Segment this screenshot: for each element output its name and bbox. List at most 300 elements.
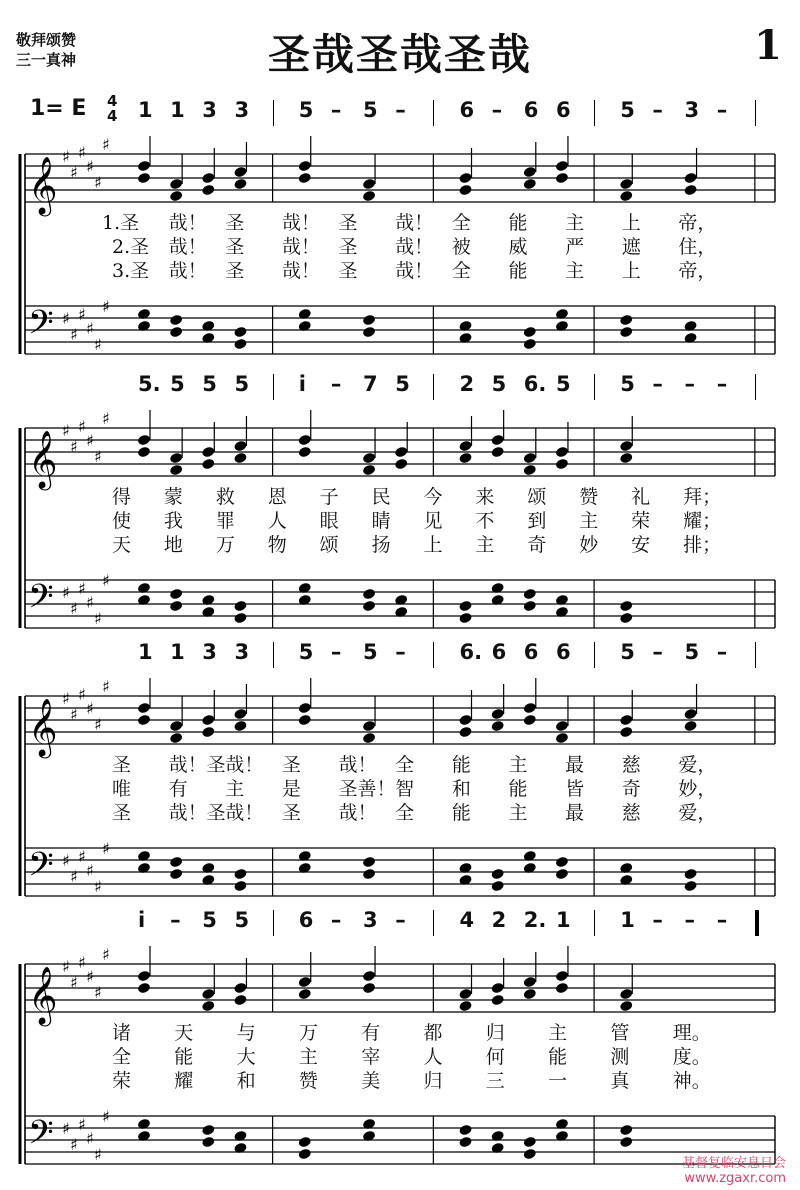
jianpu-note: 6 (523, 98, 539, 122)
lyric-syllable: 安 (631, 534, 651, 556)
note-head (555, 172, 569, 185)
jianpu-note: 2. (523, 908, 547, 932)
note-head (169, 326, 183, 339)
note-head (555, 970, 569, 983)
note-head (523, 976, 537, 989)
category-line1: 敬拜颂赞 (16, 31, 77, 49)
note-head (394, 446, 408, 459)
sharp-icon: ♯ (102, 677, 110, 696)
lyric-syllable: 威 (508, 236, 528, 258)
lyric-syllable: 蒙 (163, 486, 183, 508)
sharp-icon: ♯ (94, 715, 102, 734)
sharp-icon: ♯ (86, 967, 94, 986)
jianpu-note: 5 (234, 908, 250, 932)
note-head (362, 970, 376, 983)
note-head (458, 726, 472, 739)
jianpu-note: 5 (298, 640, 314, 664)
jianpu-note: – (716, 908, 728, 932)
note-head (201, 1000, 215, 1013)
lyric-line-3 (0, 1066, 800, 1090)
lyric-syllable: 严 (565, 236, 585, 258)
lyric-syllable: 荣 (631, 510, 651, 532)
note-head (555, 982, 569, 995)
lyric-syllable: 使 (112, 510, 132, 532)
note-head (490, 880, 504, 893)
numbered-notation-row (0, 640, 800, 670)
lyric-syllable: 不 (475, 510, 495, 532)
lyric-syllable: 慈 (621, 802, 641, 824)
barline (273, 642, 274, 668)
jianpu-note: 1 (620, 908, 635, 932)
jianpu-note: i (298, 372, 306, 396)
jianpu-note: 1 (138, 98, 153, 122)
sharp-icon: ♯ (86, 157, 94, 176)
lyric-syllable: 人 (423, 1046, 443, 1068)
sharp-icon: ♯ (102, 945, 110, 964)
jianpu-note: 2 (459, 372, 475, 396)
note-head (458, 612, 472, 625)
note-head (523, 1148, 537, 1161)
note-head (458, 452, 472, 465)
note-head (362, 588, 376, 601)
jianpu-note: 6 (459, 98, 475, 122)
note-head (137, 982, 151, 995)
jianpu-note: 3 (202, 640, 217, 664)
lyric-syllable: 全 (451, 260, 471, 282)
lyric-syllable: 主 (565, 212, 585, 234)
note-head (458, 600, 472, 613)
note-head (619, 1124, 633, 1137)
lyric-syllable: 万 (298, 1022, 318, 1044)
note-head (490, 868, 504, 881)
lyric-syllable: 今 (423, 486, 443, 508)
lyric-syllable: 民 (371, 486, 391, 508)
jianpu-note: i (138, 908, 146, 932)
note-head (619, 988, 633, 1001)
lyric-syllable: 主 (475, 534, 495, 556)
lyric-syllable: 罪 (215, 510, 235, 532)
barline (755, 100, 756, 126)
lyric-syllable: 上 (423, 534, 443, 556)
note-head (169, 314, 183, 327)
sharp-icon: ♯ (94, 983, 102, 1002)
jianpu-note: – (652, 908, 663, 932)
lyric-syllable: 圣 (225, 236, 245, 258)
sharp-icon: ♯ (62, 689, 70, 708)
note-head (233, 440, 247, 453)
bass-clef-icon: 𝄢 (28, 846, 54, 892)
lyric-line-1 (0, 750, 800, 774)
sharp-icon: ♯ (70, 437, 78, 456)
lyric-syllable: 赞 (298, 1070, 318, 1092)
jianpu-note: – (684, 908, 696, 932)
note-head (555, 732, 569, 745)
lyric-syllable: 能 (508, 212, 528, 234)
barline (273, 100, 274, 126)
barline (433, 910, 434, 936)
note-head (298, 1136, 312, 1149)
note-head (683, 868, 697, 881)
lyric-syllable: 主 (225, 778, 245, 800)
note-head (201, 726, 215, 739)
treble-clef-icon: 𝄞 (28, 430, 58, 488)
lyric-line-1 (0, 1018, 800, 1042)
lyric-syllable: 天 (174, 1022, 194, 1044)
lyric-syllable: 上 (621, 212, 641, 234)
jianpu-note: 6 (298, 908, 314, 932)
lyric-line-3 (0, 256, 800, 280)
lyric-syllable: 大 (236, 1046, 256, 1068)
note-head (169, 452, 183, 465)
jianpu-note: – (684, 372, 696, 396)
lyric-syllable: 能 (174, 1046, 194, 1068)
note-head (555, 720, 569, 733)
sharp-icon: ♯ (86, 431, 94, 450)
jianpu-note: 5 (684, 640, 700, 664)
bass-clef-icon: 𝄢 (28, 578, 54, 624)
sharp-icon: ♯ (62, 851, 70, 870)
note-head (201, 458, 215, 471)
sharp-icon: ♯ (78, 417, 86, 436)
jianpu-note: 6 (555, 98, 571, 122)
treble-clef-icon: 𝄞 (28, 966, 58, 1024)
lyric-syllable: 皆 (565, 778, 585, 800)
jianpu-note: 1 (170, 98, 185, 122)
jianpu-note: – (652, 372, 663, 396)
lyric-line-2 (0, 1042, 800, 1066)
jianpu-note: 6. (523, 372, 547, 396)
lyric-syllable: 赞 (579, 486, 599, 508)
note-head (490, 982, 504, 995)
sharp-icon: ♯ (70, 973, 78, 992)
note-head (201, 988, 215, 1001)
note-head (458, 1124, 472, 1137)
jianpu-note: 3 (684, 98, 700, 122)
note-head (523, 464, 537, 477)
lyric-syllable: 能 (451, 754, 471, 776)
note-head (619, 1000, 633, 1013)
sharp-icon: ♯ (78, 953, 86, 972)
note-head (233, 612, 247, 625)
lyric-syllable: 帝， (678, 260, 717, 282)
jianpu-note: – (652, 98, 663, 122)
jianpu-note: – (491, 98, 503, 122)
note-head (619, 612, 633, 625)
lyric-syllable: 我 (163, 510, 183, 532)
barline (273, 910, 274, 936)
sharp-icon: ♯ (94, 609, 102, 628)
note-head (137, 172, 151, 185)
note-head (298, 714, 312, 727)
lyric-syllable: 眼 (319, 510, 339, 532)
sharp-icon: ♯ (62, 957, 70, 976)
lyric-syllable: 住， (678, 236, 717, 258)
note-head (619, 726, 633, 739)
note-head (169, 190, 183, 203)
lyric-line-1 (0, 482, 800, 506)
sharp-icon: ♯ (62, 421, 70, 440)
treble-clef-icon: 𝄞 (28, 156, 58, 214)
lyric-syllable: 哉！ (281, 236, 320, 258)
treble-clef-icon: 𝄞 (28, 698, 58, 756)
lyric-syllable: 天 (112, 534, 132, 556)
watermark-line1: 基督复临安息日会 (681, 1156, 786, 1171)
note-head (137, 160, 151, 173)
lyric-syllable: 帝， (678, 212, 717, 234)
lyric-syllable: 奇 (621, 778, 641, 800)
jianpu-note: 7 (363, 372, 378, 396)
sharp-icon: ♯ (94, 447, 102, 466)
lyric-syllable: 万 (215, 534, 235, 556)
hymn-number: 1 (754, 22, 782, 69)
sharp-icon: ♯ (78, 305, 86, 324)
lyric-syllable: 圣 (225, 260, 245, 282)
lyric-syllable: 都 (423, 1022, 443, 1044)
sharp-icon: ♯ (102, 839, 110, 858)
lyric-syllable: 测 (610, 1046, 630, 1068)
note-head (169, 588, 183, 601)
lyric-line-3 (0, 530, 800, 554)
jianpu-note: 3 (202, 98, 217, 122)
jianpu-note: 4 (459, 908, 475, 932)
note-head (169, 732, 183, 745)
note-head (683, 708, 697, 721)
meter-top: 4 (107, 92, 118, 110)
jianpu-note: 5 (170, 372, 185, 396)
bass-clef-icon: 𝄢 (28, 304, 54, 350)
lyric-syllable: 耀 (174, 1070, 194, 1092)
note-head (233, 338, 247, 351)
jianpu-note: 5 (395, 372, 410, 396)
lyric-syllable: 地 (163, 534, 183, 556)
lyric-syllable: 理。 (672, 1022, 711, 1044)
lyric-syllable: 颂 (527, 486, 547, 508)
sharp-icon: ♯ (70, 163, 78, 182)
jianpu-note: 5 (298, 98, 314, 122)
sharp-icon: ♯ (62, 309, 70, 328)
note-head (233, 994, 247, 1007)
barline (594, 100, 595, 126)
sharp-icon: ♯ (62, 147, 70, 166)
note-head (523, 452, 537, 465)
sharp-icon: ♯ (78, 847, 86, 866)
lyric-syllable: 主 (508, 802, 528, 824)
lyric-syllable: 哉！ (395, 236, 434, 258)
lyric-line-2 (0, 232, 800, 256)
jianpu-note: 1 (555, 908, 571, 932)
note-head (619, 190, 633, 203)
lyric-syllable: 美 (361, 1070, 381, 1092)
note-head (137, 970, 151, 983)
note-head (683, 184, 697, 197)
lyric-syllable: 圣 (338, 260, 358, 282)
lyric-syllable: 荣 (112, 1070, 132, 1092)
note-head (233, 178, 247, 191)
lyric-syllable: 全 (112, 1046, 132, 1068)
lyric-syllable: 和 (236, 1070, 256, 1092)
lyric-syllable: 有 (361, 1022, 381, 1044)
jianpu-note: 5 (363, 98, 378, 122)
jianpu-note: 5 (620, 372, 635, 396)
note-head (523, 702, 537, 715)
barline (755, 910, 759, 936)
note-head (523, 178, 537, 191)
note-head (362, 314, 376, 327)
note-head (137, 446, 151, 459)
lyric-syllable: 圣 (112, 754, 132, 776)
sharp-icon: ♯ (62, 583, 70, 602)
sharp-icon: ♯ (78, 1115, 86, 1134)
note-head (490, 720, 504, 733)
sharp-icon: ♯ (86, 593, 94, 612)
note-head (233, 708, 247, 721)
jianpu-note: 5 (620, 640, 635, 664)
lyric-syllable: 人 (267, 510, 287, 532)
note-head (233, 326, 247, 339)
sharp-icon: ♯ (102, 135, 110, 154)
lyric-syllable: 管 (610, 1022, 630, 1044)
note-head (201, 446, 215, 459)
note-head (362, 982, 376, 995)
note-head (555, 160, 569, 173)
barline (273, 374, 274, 400)
note-head (201, 1124, 215, 1137)
note-head (619, 326, 633, 339)
sharp-icon: ♯ (102, 571, 110, 590)
sharp-icon: ♯ (86, 861, 94, 880)
note-head (298, 702, 312, 715)
note-head (169, 464, 183, 477)
note-head (555, 458, 569, 471)
note-head (458, 1136, 472, 1149)
lyric-syllable: 得 (112, 486, 132, 508)
note-head (619, 714, 633, 727)
lyric-syllable: 哉！圣 (168, 802, 226, 824)
sharp-icon: ♯ (94, 1145, 102, 1164)
lyric-syllable: 最 (565, 754, 585, 776)
note-head (523, 714, 537, 727)
jianpu-note: 3 (234, 640, 250, 664)
note-head (619, 452, 633, 465)
note-head (490, 446, 504, 459)
note-head (458, 714, 472, 727)
note-head (490, 994, 504, 1007)
sharp-icon: ♯ (78, 579, 86, 598)
lyric-syllable: 主 (548, 1022, 568, 1044)
lyric-syllable: 有 (168, 778, 188, 800)
lyric-syllable: 奇 (527, 534, 547, 556)
jianpu-note: 5 (202, 372, 217, 396)
lyric-syllable: 能 (451, 802, 471, 824)
meter-bottom: 4 (107, 107, 118, 125)
sharp-icon: ♯ (86, 699, 94, 718)
lyric-syllable: 睛 (371, 510, 391, 532)
lyric-syllable: 1.圣 (102, 212, 140, 234)
note-head (201, 1136, 215, 1149)
sharp-icon: ♯ (70, 705, 78, 724)
jianpu-note: – (652, 640, 663, 664)
lyric-syllable: 爱， (678, 754, 717, 776)
note-head (298, 160, 312, 173)
barline (755, 642, 756, 668)
lyric-syllable: 哉！ (225, 802, 264, 824)
lyric-syllable: 诸 (112, 1022, 132, 1044)
jianpu-note: – (716, 98, 728, 122)
lyric-syllable: 三 (485, 1070, 505, 1092)
numbered-notation-row (0, 98, 800, 128)
lyric-syllable: 物 (267, 534, 287, 556)
lyric-syllable: 2.圣 (112, 236, 150, 258)
lyric-syllable: 圣善！ (338, 778, 396, 800)
jianpu-note: 5 (234, 372, 250, 396)
jianpu-note: – (395, 908, 406, 932)
lyric-syllable: 上 (621, 260, 641, 282)
jianpu-note: 6 (523, 640, 539, 664)
note-head (169, 178, 183, 191)
lyric-syllable: 度。 (672, 1046, 711, 1068)
key-signature: 1= E (30, 96, 87, 121)
lyric-syllable: 子 (319, 486, 339, 508)
jianpu-note: – (330, 98, 342, 122)
note-head (619, 1136, 633, 1149)
sharp-icon: ♯ (102, 1107, 110, 1126)
lyric-syllable: 耀； (683, 510, 722, 532)
sharp-icon: ♯ (70, 325, 78, 344)
jianpu-note: 6 (555, 640, 571, 664)
lyric-syllable: 圣 (281, 802, 301, 824)
jianpu-note: – (330, 640, 342, 664)
barline (433, 374, 434, 400)
sharp-icon: ♯ (70, 599, 78, 618)
lyric-syllable: 何 (485, 1046, 505, 1068)
sharp-icon: ♯ (102, 409, 110, 428)
note-head (137, 434, 151, 447)
lyric-line-1 (0, 208, 800, 232)
lyric-syllable: 爱， (678, 802, 717, 824)
barline (594, 910, 595, 936)
lyric-syllable: 能 (508, 778, 528, 800)
lyric-syllable: 能 (548, 1046, 568, 1068)
note-head (298, 446, 312, 459)
jianpu-note: – (330, 908, 342, 932)
sharp-icon: ♯ (94, 877, 102, 896)
jianpu-note: 1 (138, 640, 153, 664)
jianpu-note: 5 (555, 372, 571, 396)
barline (755, 374, 756, 400)
lyric-syllable: 哉！ (395, 212, 434, 234)
note-head (298, 976, 312, 989)
jianpu-note: – (716, 372, 728, 396)
note-head (233, 868, 247, 881)
note-head (458, 440, 472, 453)
note-head (555, 868, 569, 881)
note-head (201, 714, 215, 727)
lyric-syllable: 救 (215, 486, 235, 508)
lyric-syllable: 礼 (631, 486, 651, 508)
note-head (169, 856, 183, 869)
sharp-icon: ♯ (94, 335, 102, 354)
note-head (233, 720, 247, 733)
lyric-syllable: 圣 (338, 236, 358, 258)
lyric-syllable: 主 (298, 1046, 318, 1068)
note-head (523, 326, 537, 339)
note-head (201, 172, 215, 185)
lyric-syllable: 圣 (338, 212, 358, 234)
sharp-icon: ♯ (94, 173, 102, 192)
lyric-syllable: 哉！圣 (168, 754, 226, 776)
note-head (201, 184, 215, 197)
note-head (362, 868, 376, 881)
